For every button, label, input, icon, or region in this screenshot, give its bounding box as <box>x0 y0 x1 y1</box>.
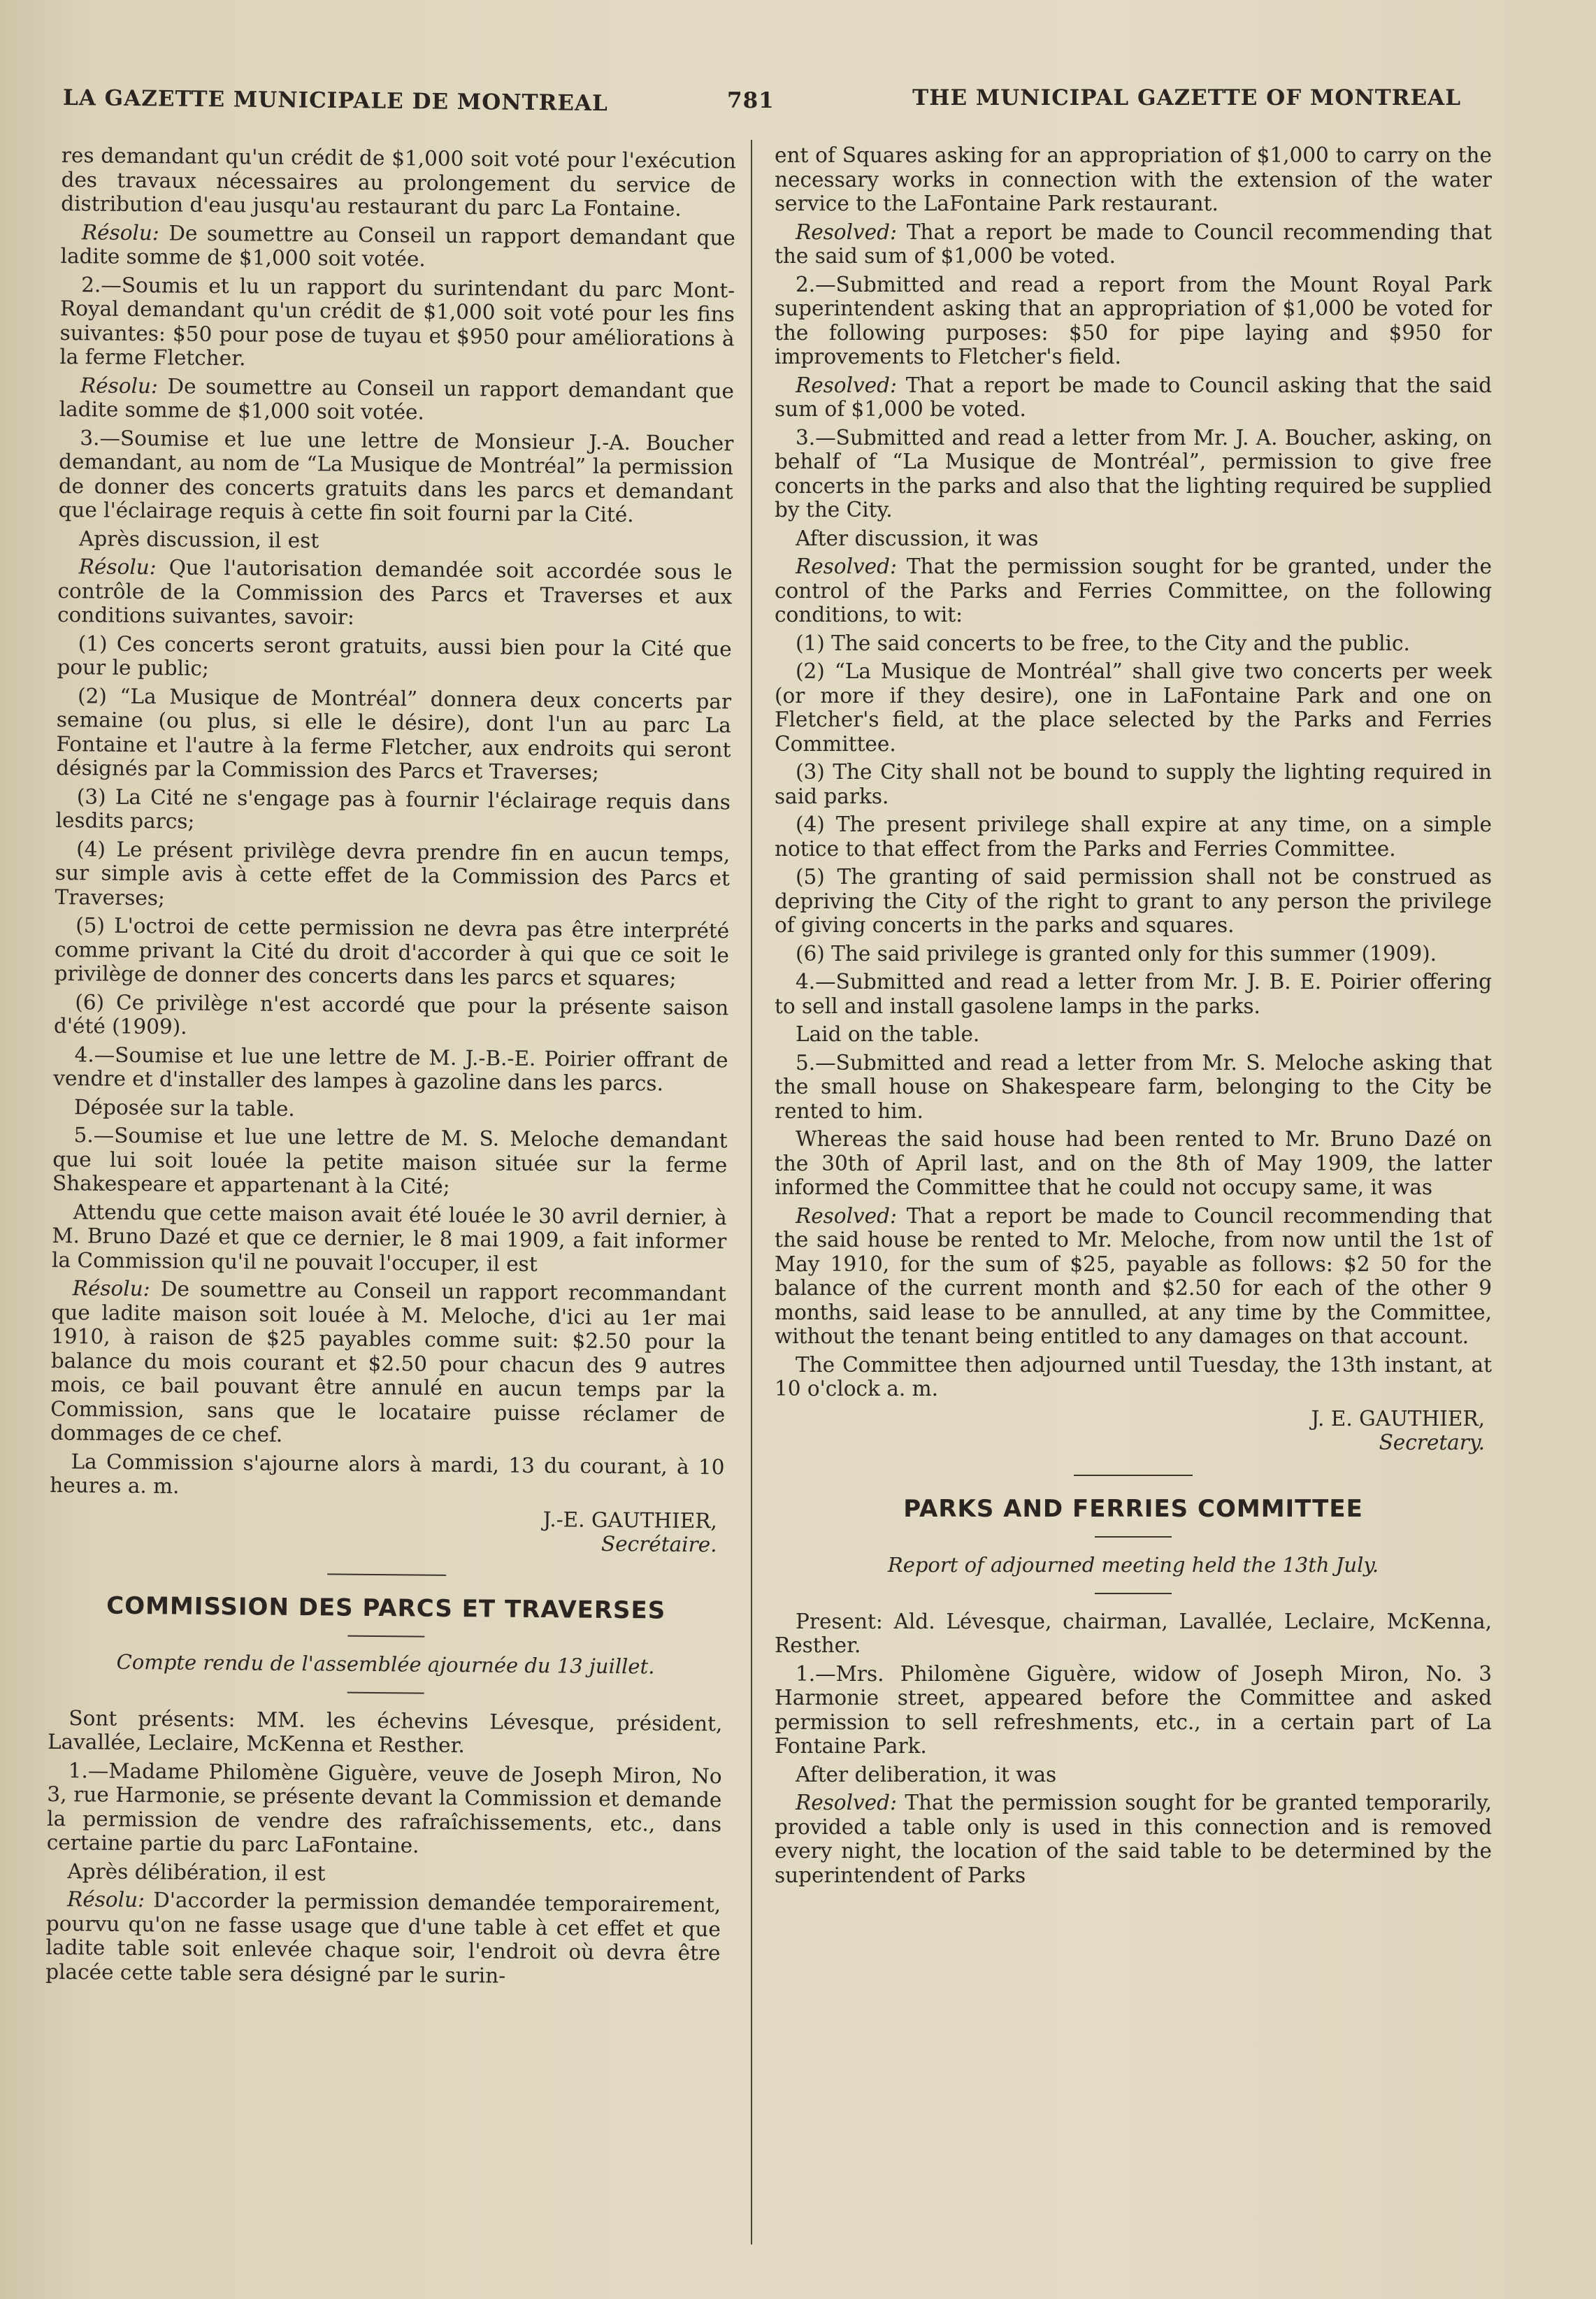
fr-item-5: 5.—Soumise et lue une lettre de M. S. Meloche demandant que lui soit louée la petite maison située sur la ferme Shakespeare et appartenant à la Cité; <box>52 1123 728 1198</box>
fr-item-4: 4.—Soumise et lue une lettre de M. J.-B.-E. Poirier offrant de vendre et d'installer des lampes à gazoline dans les parcs. <box>53 1042 728 1096</box>
fr-section-heading: COMMISSION DES PARCS ET TRAVERSES <box>106 1591 666 1625</box>
fr-condition-6: (6) Ce privilège n'est accordé que pour la présente saison d'été (1909). <box>53 989 729 1039</box>
en-item-1: 1.—Mrs. Philomène Giguère, widow of Joseph Miron, No. 3 Harmonie street, appeared before the Committee and asked permission to sell refreshments, etc., in a certain part of La Fontaine Park. <box>775 1661 1492 1758</box>
fr-resolution: Résolu: Que l'autorisation demandée soit accordée sous le contrôle de la Commission des Parcs et Traverses et aux conditions suivantes, savoir: <box>57 554 733 629</box>
en-section-subtitle: Report of adjourned meeting held the 13th July. <box>887 1553 1379 1577</box>
en-item-4: 4.—Submitted and read a letter from Mr. J. B. E. Poirier offering to sell and install gasolene lamps in the parks. <box>775 970 1492 1018</box>
en-attendance: Present: Ald. Lévesque, chairman, Lavallée, Leclaire, McKenna, Resther. <box>775 1609 1492 1657</box>
en-paragraph: Laid on the table. <box>796 1022 980 1046</box>
fr-resolution: Résolu: D'accorder la permission demandée temporairement, pourvu qu'on ne fasse usage que d'une table à cet effet et que ladite table soit enlevée chaque soir, l'endroit où devra être placée cette table sera désigné par le surin- <box>45 1887 721 1988</box>
en-signature-title: Secretary. <box>1379 1431 1485 1454</box>
en-section-heading: PARKS AND FERRIES COMMITTEE <box>903 1494 1363 1523</box>
en-item-2: 2.—Submitted and read a report from the Mount Royal Park superintendent asking that an appropriation of $1,000 be voted for the following purposes: $50 for pipe laying and $950 for improvements to Fletcher's field. <box>775 272 1492 368</box>
header-title-english: THE MUNICIPAL GAZETTE OF MONTREAL <box>912 85 1461 110</box>
fr-item-2: 2.—Soumis et lu un rapport du surintendant du parc Mont-Royal demandant qu'un crédit de $1,000 soit voté pour les fins suivantes: $50 pour pose de tuyau et $950 pour améliorations à la ferme Fletcher. <box>59 272 735 371</box>
en-paragraph: After deliberation, it was <box>796 1762 1057 1786</box>
en-condition-1: (1) The said concerts to be free, to the City and the public. <box>796 631 1410 655</box>
section-rule <box>327 1573 446 1575</box>
en-resolution: Resolved: That a report be made to Council asking that the said sum of $1,000 be voted. <box>775 373 1492 421</box>
page-number: 781 <box>727 88 775 113</box>
en-paragraph: ent of Squares asking for an appropriation of $1,000 to carry on the necessary works in connection with the extension of the water service to the LaFontaine Park restaurant. <box>775 143 1492 215</box>
fr-signature-title: Secrétaire. <box>601 1531 717 1557</box>
fr-paragraph: Après délibération, il est <box>67 1858 326 1885</box>
en-resolution: Resolved: That a report be made to Council recommending that the said sum of $1,000 be voted. <box>775 220 1492 268</box>
en-adjournment: The Committee then adjourned until Tuesday, the 13th instant, at 10 o'clock a. m. <box>775 1352 1492 1401</box>
en-condition-4: (4) The present privilege shall expire at any time, on a simple notice to that effect from the Parks and Ferries Committee. <box>775 812 1492 861</box>
fr-item-3: 3.—Soumise et lue une lettre de Monsieur J.-A. Boucher demandant, au nom de “La Musique de Montréal” la permission de donner des concerts gratuits dans les parcs et demandant que l'éclairage requis à cette fin soit fourni par la Cité. <box>58 425 734 527</box>
en-condition-3: (3) The City shall not be bound to supply the lighting required in said parks. <box>775 760 1492 808</box>
section-rule <box>1095 1536 1172 1538</box>
en-condition-2: (2) “La Musique de Montréal” shall give two concerts per week (or more if they desire), one in LaFontaine Park and one on Fletcher's field, at the place selected by the Parks and Ferries Committee. <box>775 659 1492 756</box>
fr-adjournment: La Commission s'ajourne alors à mardi, 13 du courant, à 10 heures a. m. <box>50 1449 725 1498</box>
section-rule <box>347 1691 424 1693</box>
section-rule <box>347 1635 424 1638</box>
fr-section-subtitle: Compte rendu de l'assemblée ajournée du 13 juillet. <box>116 1649 655 1679</box>
fr-resolution: Résolu: De soumettre au Conseil un rapport demandant que ladite somme de $1,000 soit votée. <box>59 373 735 424</box>
fr-condition-4: (4) Le présent privilège devra prendre fin en aucun temps, sur simple avis à cette effet de la Commission des Parcs et Traverses; <box>55 836 731 910</box>
section-rule <box>1074 1475 1193 1476</box>
en-condition-6: (6) The said privilege is granted only for this summer (1909). <box>796 941 1437 966</box>
fr-condition-3: (3) La Cité ne s'engage pas à fournir l'éclairage requis dans lesdits parcs; <box>55 784 731 833</box>
fr-paragraph: Après discussion, il est <box>78 526 319 552</box>
en-condition-5: (5) The granting of said permission shall not be construed as depriving the City of the right to grant to any person the privilege of giving concerts in the parks and squares. <box>775 865 1492 937</box>
en-resolution: Resolved: That the permission sought for be granted, under the control of the Parks and Ferries Committee, on the following conditions, to wit: <box>775 554 1492 626</box>
en-resolution: Resolved: That a report be made to Council recommending that the said house be rented to Mr. Meloche, from now until the 1st of May 1910, for the sum of $25, payable as follows: $2 50 for the balance of the current month and $2.50 for each of the other 9 months, said lease to be annulled, at any time by the Committee, without the tenant being entitled to any damages on that account. <box>775 1203 1492 1348</box>
en-item-5: 5.—Submitted and read a letter from Mr. S. Meloche asking that the small house on Shakespeare farm, belonging to the City be rented to him. <box>775 1050 1492 1123</box>
french-column <box>45 143 736 1993</box>
running-head <box>63 83 1461 124</box>
fr-paragraph: Déposée sur la table. <box>73 1094 295 1121</box>
column-divider <box>751 140 752 2244</box>
en-resolution: Resolved: That the permission sought for be granted temporarily, provided a table only is used in this connection and is removed every night, the location of the said table to be determined by the superintendent of Parks <box>775 1791 1492 1887</box>
fr-paragraph: res demandant qu'un crédit de $1,000 soit voté pour l'exécution des travaux nécessaires au prolongement du service de distribution d'eau jusqu'au restaurant du parc La Fontaine. <box>61 143 736 221</box>
fr-condition-1: (1) Ces concerts seront gratuits, aussi bien pour la Cité que pour le public; <box>57 631 732 680</box>
fr-attendance: Sont présents: MM. les échevins Lévesque, président, Lavallée, Leclaire, McKenna et Resther. <box>47 1705 723 1758</box>
fr-condition-2: (2) “La Musique de Montréal” donnera deux concerts par semaine (ou plus, si elle le désire), dont l'un au parc La Fontaine et l'autre à la ferme Fletcher, aux endroits qui seront désignés par la Commission des Parcs et Traverses; <box>56 683 732 785</box>
fr-resolution: Résolu: De soumettre au Conseil un rapport recommandant que ladite maison soit louée à M. Meloche, d'ici au 1er mai 1910, à raison de $25 payables comme suit: $2.50 pour la balance du mois courant et $2.50 pour chacun des 9 autres mois, ce bail pouvant être annulé en aucun temps par la Commission, sans que le locataire puisse réclamer de dommages de ce chef. <box>50 1276 726 1447</box>
fr-signature-name: J.-E. GAUTHIER, <box>542 1507 717 1533</box>
fr-paragraph: Attendu que cette maison avait été louée le 30 avril dernier, à M. Bruno Dazé et que ce dernier, le 8 mai 1909, a fait informer la Commission qu'il ne pouvait l'occuper, il est <box>51 1199 727 1276</box>
english-column <box>775 143 1492 1891</box>
fr-resolution: Résolu: De soumettre au Conseil un rapport demandant que ladite somme de $1,000 soit votée. <box>60 220 736 271</box>
en-paragraph: After discussion, it was <box>796 526 1039 550</box>
en-item-3: 3.—Submitted and read a letter from Mr. J. A. Boucher, asking, on behalf of “La Musique de Montréal”, permission to give free concerts in the parks and also that the lighting required be supplied by the City. <box>775 425 1492 522</box>
fr-condition-5: (5) L'octroi de cette permission ne devra pas être interprété comme privant la Cité du droit d'accorder à qui que ce soit le privilège de donner des concerts dans les parcs et squares; <box>54 913 730 991</box>
header-title-french: LA GAZETTE MUNICIPALE DE MONTREAL <box>62 85 609 117</box>
en-paragraph: Whereas the said house had been rented to Mr. Bruno Dazé on the 30th of April last, and on the 8th of May 1909, the latter informed the Committee that he could not occupy same, it was <box>775 1127 1492 1199</box>
section-rule <box>1095 1593 1172 1594</box>
en-signature-name: J. E. GAUTHIER, <box>1311 1406 1485 1431</box>
fr-item-1: 1.—Madame Philomène Giguère, veuve de Joseph Miron, No 3, rue Harmonie, se présente devant la Commission et demande la permission de vendre des rafraîchissements, etc., dans certaine partie du parc LaFontaine. <box>46 1758 722 1858</box>
